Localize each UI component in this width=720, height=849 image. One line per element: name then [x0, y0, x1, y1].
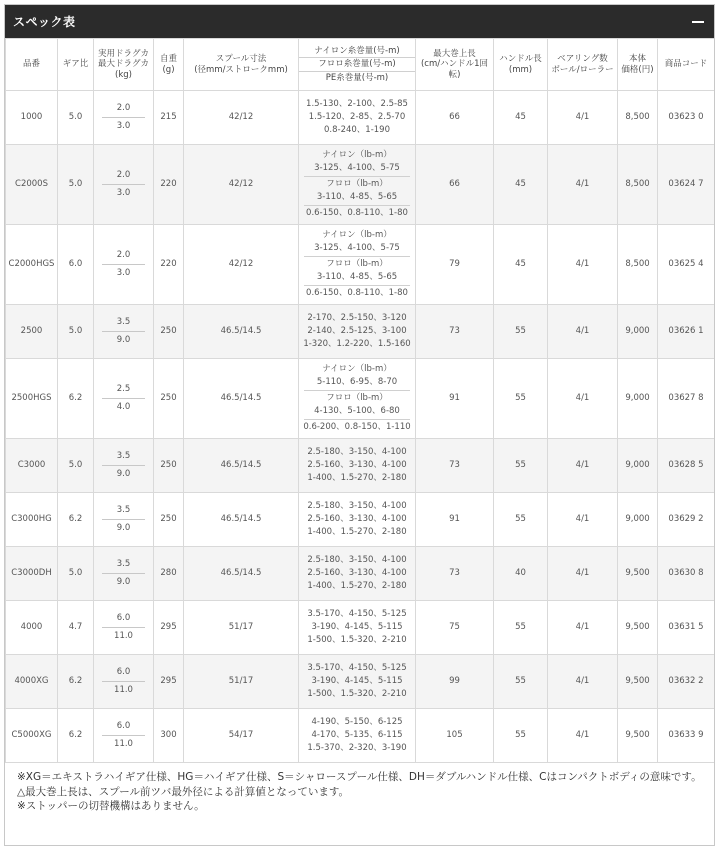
line-capacity-list: [299, 312, 415, 351]
table-body: [6, 91, 715, 763]
cell-drag: [94, 145, 154, 225]
cell-line-capacity: [299, 91, 416, 145]
col-weight: 自重(g): [154, 39, 184, 91]
table-row: [6, 359, 715, 439]
line-capacity-list: [299, 608, 415, 647]
cell-retrieve: 73: [416, 547, 494, 601]
col-handle: [494, 39, 548, 91]
cell-model: C5000XG: [6, 709, 58, 763]
cell-handle: 55: [494, 305, 548, 359]
line-capacity-list: [299, 500, 415, 539]
line-capacity-entry: 0.6-150、0.8-110、1-80: [306, 208, 408, 218]
cell-drag: [94, 493, 154, 547]
line-capacity-list: [299, 98, 415, 137]
col-code: 商品コード: [658, 39, 715, 91]
line-divider: [304, 419, 411, 420]
table-row: [6, 145, 715, 225]
line-divider: [304, 285, 411, 286]
cell-model: 2500HGS: [6, 359, 58, 439]
col-gear: ギア比: [58, 39, 94, 91]
col-bearing: [548, 39, 618, 91]
drag-practical: 2.5: [102, 382, 145, 399]
line-capacity-entry: 4-170、5-135、6-115: [311, 730, 403, 740]
col-spool: [184, 39, 299, 91]
cell-retrieve: 99: [416, 655, 494, 709]
cell-handle: 55: [494, 439, 548, 493]
cell-handle: 45: [494, 145, 548, 225]
table-row: [6, 225, 715, 305]
cell-bearing: 4/1: [548, 145, 618, 225]
cell-bearing: 4/1: [548, 709, 618, 763]
cell-weight: 220: [154, 145, 184, 225]
drag-max: 9.0: [116, 469, 131, 479]
cell-weight: 295: [154, 655, 184, 709]
drag-practical: 3.5: [102, 503, 145, 520]
line-capacity-entry: 1-400、1.5-270、2-180: [307, 473, 407, 483]
cell-code: 03633 9: [658, 709, 715, 763]
col-bearing-label: ベアリング数: [557, 53, 608, 64]
table-row: [6, 439, 715, 493]
drag-max: 4.0: [116, 402, 131, 412]
col-bearing-unit: ボール/ローラー: [551, 64, 614, 75]
drag-practical: 6.0: [102, 665, 145, 682]
cell-weight: 215: [154, 91, 184, 145]
cell-model: C3000DH: [6, 547, 58, 601]
line-capacity-entry: 1.5-120、2-85、2.5-70: [308, 112, 406, 122]
col-drag-max: 最大ドラグカ: [97, 59, 149, 70]
cell-model: C2000S: [6, 145, 58, 225]
line-capacity-entry: 1-500、1.5-320、2-210: [307, 689, 407, 699]
col-price-unit: 価格(円): [621, 64, 654, 75]
cell-bearing: 4/1: [548, 359, 618, 439]
col-model: 品番: [6, 39, 58, 91]
cell-model: 2500: [6, 305, 58, 359]
collapse-icon[interactable]: [692, 16, 704, 28]
line-capacity-entry: 1-500、1.5-320、2-210: [307, 635, 407, 645]
cell-gear: 5.0: [58, 439, 94, 493]
cell-bearing: 4/1: [548, 91, 618, 145]
line-capacity-entry: 4-130、5-100、6-80: [314, 406, 400, 416]
line-capacity-entry: 1-400、1.5-270、2-180: [307, 527, 407, 537]
cell-line-capacity: [299, 225, 416, 305]
table-row: [6, 709, 715, 763]
cell-code: 03626 1: [658, 305, 715, 359]
line-divider: [304, 205, 411, 206]
drag-max: 9.0: [116, 335, 131, 345]
cell-bearing: 4/1: [548, 547, 618, 601]
cell-gear: 4.7: [58, 601, 94, 655]
line-capacity-entry: 1-400、1.5-270、2-180: [307, 581, 407, 591]
cell-retrieve: 105: [416, 709, 494, 763]
spec-panel-header[interactable]: [5, 5, 714, 38]
line-capacity-entry: フロロ（lb-m）: [326, 393, 388, 403]
table-row: [6, 601, 715, 655]
drag-max: 3.0: [116, 188, 131, 198]
cell-weight: 250: [154, 439, 184, 493]
spec-panel: [4, 4, 715, 846]
cell-price: 9,000: [618, 439, 658, 493]
line-capacity-entry: 2.5-180、3-150、4-100: [307, 501, 407, 511]
cell-code: 03629 2: [658, 493, 715, 547]
line-capacity-entry: 3-110、4-85、5-65: [316, 192, 398, 202]
cell-bearing: 4/1: [548, 439, 618, 493]
table-row: [6, 493, 715, 547]
line-capacity-entry: 1.5-130、2-100、2.5-85: [306, 99, 408, 109]
line-capacity-entry: 2.5-160、3-130、4-100: [307, 460, 407, 470]
cell-gear: 5.0: [58, 547, 94, 601]
cell-spool: 46.5/14.5: [184, 493, 299, 547]
cell-model: 4000XG: [6, 655, 58, 709]
line-capacity-entry: 3-190、4-145、5-115: [311, 676, 403, 686]
line-capacity-entry: 3-190、4-145、5-115: [311, 622, 403, 632]
cell-code: 03623 0: [658, 91, 715, 145]
cell-spool: 54/17: [184, 709, 299, 763]
cell-spool: 46.5/14.5: [184, 547, 299, 601]
cell-model: 4000: [6, 601, 58, 655]
drag-max: 11.0: [114, 685, 133, 695]
drag-max: 3.0: [116, 121, 131, 131]
line-capacity-entry: 2.5-180、3-150、4-100: [307, 555, 407, 565]
line-capacity-entry: 0.6-150、0.8-110、1-80: [306, 288, 408, 298]
cell-retrieve: 91: [416, 493, 494, 547]
drag-practical: 3.5: [102, 315, 145, 332]
cell-spool: 51/17: [184, 655, 299, 709]
cell-retrieve: 66: [416, 91, 494, 145]
cell-retrieve: 66: [416, 145, 494, 225]
cell-handle: 55: [494, 601, 548, 655]
table-row: [6, 305, 715, 359]
cell-handle: 45: [494, 91, 548, 145]
col-line-nylon: ナイロン糸巻量(号-m): [314, 45, 400, 56]
cell-weight: 280: [154, 547, 184, 601]
cell-spool: 46.5/14.5: [184, 305, 299, 359]
cell-retrieve: 73: [416, 305, 494, 359]
col-retrieve-unit: (cm/ハンドル1回転): [420, 59, 489, 80]
cell-bearing: 4/1: [548, 655, 618, 709]
col-retrieve-label: 最大巻上長: [433, 48, 476, 59]
cell-drag: [94, 91, 154, 145]
cell-retrieve: 73: [416, 439, 494, 493]
drag-max: 9.0: [116, 577, 131, 587]
line-capacity-entry: 2.5-180、3-150、4-100: [307, 447, 407, 457]
table-row: [6, 547, 715, 601]
cell-handle: 55: [494, 709, 548, 763]
line-capacity-list: [299, 662, 415, 701]
line-capacity-entry: 4-190、5-150、6-125: [311, 717, 403, 727]
cell-spool: 51/17: [184, 601, 299, 655]
drag-max: 9.0: [116, 523, 131, 533]
spec-table: [5, 38, 715, 763]
cell-price: 9,000: [618, 493, 658, 547]
note-1: ※XG＝エキストラハイギア仕様、HG＝ハイギア仕様、S＝シャロースプール仕様、DH＝ダブルハンドル仕様、Cはコンパクトボディの意味です。: [17, 771, 702, 783]
col-handle-label: ハンドル長: [499, 53, 542, 64]
cell-code: 03624 7: [658, 145, 715, 225]
cell-line-capacity: [299, 493, 416, 547]
cell-weight: 250: [154, 305, 184, 359]
cell-spool: 42/12: [184, 91, 299, 145]
cell-code: 03631 5: [658, 601, 715, 655]
cell-drag: [94, 601, 154, 655]
notes: [5, 763, 714, 814]
cell-line-capacity: [299, 547, 416, 601]
col-drag: [94, 39, 154, 91]
cell-spool: 46.5/14.5: [184, 439, 299, 493]
cell-price: 8,500: [618, 91, 658, 145]
cell-drag: [94, 225, 154, 305]
table-row: [6, 91, 715, 145]
cell-drag: [94, 305, 154, 359]
cell-model: C3000HG: [6, 493, 58, 547]
drag-practical: 2.0: [102, 168, 145, 185]
cell-retrieve: 91: [416, 359, 494, 439]
line-capacity-entry: 2-140、2.5-125、3-100: [307, 326, 407, 336]
col-drag-unit: (kg): [115, 69, 132, 80]
line-capacity-list: [299, 554, 415, 593]
drag-max: 3.0: [116, 268, 131, 278]
cell-drag: [94, 709, 154, 763]
cell-model: 1000: [6, 91, 58, 145]
cell-price: 9,500: [618, 601, 658, 655]
line-capacity-entry: 3-110、4-85、5-65: [316, 272, 398, 282]
col-spool-label: スプール寸法: [215, 53, 267, 64]
drag-practical: 3.5: [102, 557, 145, 574]
drag-practical: 2.0: [102, 101, 145, 118]
cell-line-capacity: [299, 145, 416, 225]
line-capacity-entry: 2-170、2.5-150、3-120: [307, 313, 407, 323]
cell-gear: 5.0: [58, 91, 94, 145]
cell-price: 9,500: [618, 655, 658, 709]
cell-code: 03627 8: [658, 359, 715, 439]
cell-weight: 300: [154, 709, 184, 763]
line-capacity-entry: 2.5-160、3-130、4-100: [307, 514, 407, 524]
cell-code: 03628 5: [658, 439, 715, 493]
line-capacity-list: [299, 446, 415, 485]
cell-model: C3000: [6, 439, 58, 493]
cell-price: 8,500: [618, 225, 658, 305]
cell-code: 03625 4: [658, 225, 715, 305]
col-drag-practical: 実用ドラグカ: [97, 48, 149, 59]
line-capacity-entry: 2.5-160、3-130、4-100: [307, 568, 407, 578]
line-capacity-list: [299, 716, 415, 755]
line-capacity-entry: 1.5-370、2-320、3-190: [307, 743, 407, 753]
line-capacity-entry: ナイロン（lb-m）: [322, 230, 392, 240]
line-divider: [304, 390, 411, 391]
line-divider: [304, 176, 411, 177]
cell-bearing: 4/1: [548, 225, 618, 305]
cell-line-capacity: [299, 709, 416, 763]
cell-line-capacity: [299, 359, 416, 439]
cell-drag: [94, 655, 154, 709]
line-capacity-entry: ナイロン（lb-m）: [322, 150, 392, 160]
cell-code: 03632 2: [658, 655, 715, 709]
cell-drag: [94, 439, 154, 493]
cell-bearing: 4/1: [548, 601, 618, 655]
cell-price: 9,500: [618, 547, 658, 601]
cell-model: C2000HGS: [6, 225, 58, 305]
cell-line-capacity: [299, 439, 416, 493]
line-capacity-entry: 3-125、4-100、5-75: [314, 163, 400, 173]
cell-price: 9,000: [618, 359, 658, 439]
cell-gear: 6.2: [58, 493, 94, 547]
cell-weight: 250: [154, 493, 184, 547]
table-header-row: [6, 39, 715, 91]
cell-price: 8,500: [618, 145, 658, 225]
drag-practical: 6.0: [102, 611, 145, 628]
drag-max: 11.0: [114, 739, 133, 749]
col-line-pe: PE糸巻量(号-m): [299, 71, 415, 84]
line-capacity-entry: フロロ（lb-m）: [326, 259, 388, 269]
cell-handle: 45: [494, 225, 548, 305]
panel-title: スペック表: [13, 15, 76, 29]
cell-spool: 46.5/14.5: [184, 359, 299, 439]
line-capacity-entry: 5-110、6-95、8-70: [316, 377, 398, 387]
col-line-capacity: [299, 39, 416, 91]
note-2: △最大巻上長は、スプール前ツバ最外径による計算値となっています。: [17, 785, 349, 798]
line-capacity-list: [299, 149, 415, 220]
table-row: [6, 655, 715, 709]
cell-price: 9,500: [618, 709, 658, 763]
cell-code: 03630 8: [658, 547, 715, 601]
cell-price: 9,000: [618, 305, 658, 359]
cell-bearing: 4/1: [548, 493, 618, 547]
col-price-label: 本体: [628, 53, 646, 64]
drag-practical: 2.0: [102, 248, 145, 265]
cell-weight: 295: [154, 601, 184, 655]
drag-max: 11.0: [114, 631, 133, 641]
cell-drag: [94, 547, 154, 601]
cell-handle: 55: [494, 655, 548, 709]
line-capacity-entry: ナイロン（lb-m）: [322, 364, 392, 374]
line-divider: [304, 256, 411, 257]
cell-line-capacity: [299, 601, 416, 655]
cell-weight: 250: [154, 359, 184, 439]
line-capacity-list: [299, 363, 415, 434]
cell-gear: 6.2: [58, 359, 94, 439]
line-capacity-entry: 3-125、4-100、5-75: [314, 243, 400, 253]
cell-weight: 220: [154, 225, 184, 305]
cell-gear: 5.0: [58, 145, 94, 225]
col-retrieve: [416, 39, 494, 91]
col-price: [618, 39, 658, 91]
col-handle-unit: (mm): [508, 64, 533, 75]
line-capacity-list: [299, 229, 415, 300]
cell-gear: 6.2: [58, 655, 94, 709]
col-spool-unit: (径mm/ストロークmm): [194, 64, 288, 75]
cell-line-capacity: [299, 655, 416, 709]
cell-retrieve: 75: [416, 601, 494, 655]
line-capacity-entry: 3.5-170、4-150、5-125: [307, 663, 407, 673]
line-capacity-entry: 1-320、1.2-220、1.5-160: [303, 339, 411, 349]
cell-handle: 55: [494, 493, 548, 547]
line-capacity-entry: フロロ（lb-m）: [326, 179, 388, 189]
cell-spool: 42/12: [184, 145, 299, 225]
cell-drag: [94, 359, 154, 439]
cell-gear: 5.0: [58, 305, 94, 359]
line-capacity-entry: 0.6-200、0.8-150、1-110: [303, 422, 411, 432]
line-capacity-entry: 3.5-170、4-150、5-125: [307, 609, 407, 619]
cell-line-capacity: [299, 305, 416, 359]
cell-handle: 55: [494, 359, 548, 439]
drag-practical: 3.5: [102, 449, 145, 466]
cell-retrieve: 79: [416, 225, 494, 305]
cell-gear: 6.0: [58, 225, 94, 305]
cell-handle: 40: [494, 547, 548, 601]
drag-practical: 6.0: [102, 719, 145, 736]
cell-bearing: 4/1: [548, 305, 618, 359]
col-line-fluoro: フロロ糸巻量(号-m): [299, 57, 415, 70]
cell-spool: 42/12: [184, 225, 299, 305]
note-3: ※ストッパーの切替機構はありません。: [17, 800, 205, 812]
cell-gear: 6.2: [58, 709, 94, 763]
line-capacity-entry: 0.8-240、1-190: [323, 125, 390, 135]
